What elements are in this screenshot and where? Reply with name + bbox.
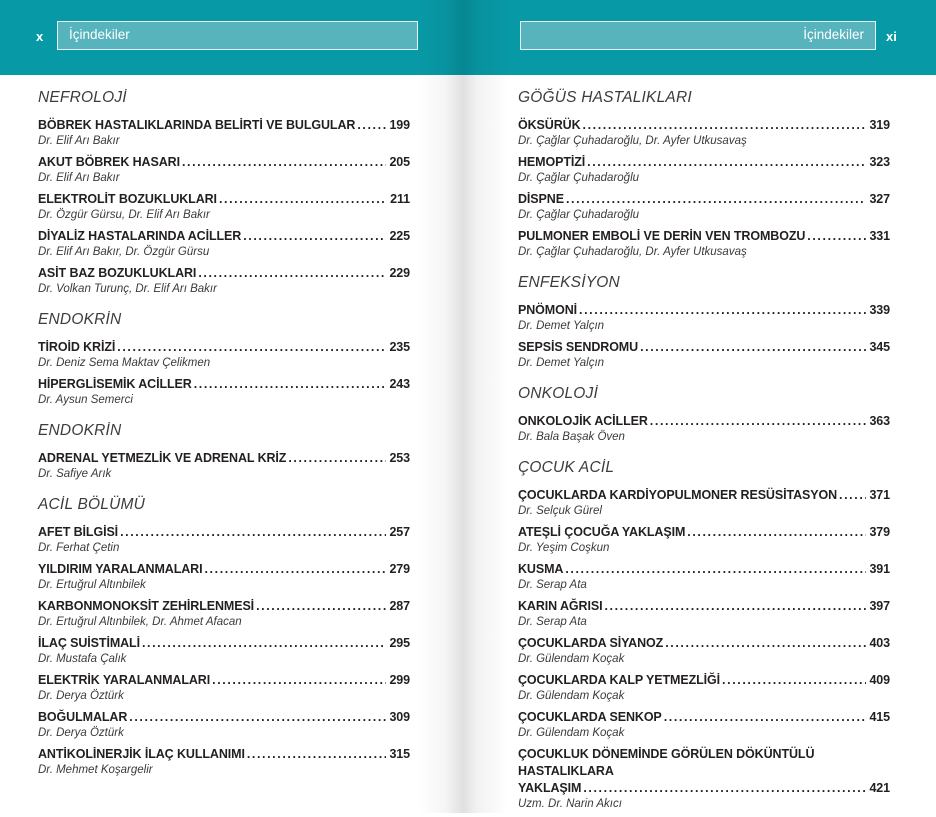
page-ref: 371 — [869, 488, 890, 502]
toc-entry — [38, 117, 410, 149]
dot-leader — [665, 635, 866, 652]
chapter-title: YAKLAŞIM — [518, 781, 582, 795]
toc-section — [518, 88, 890, 260]
dot-leader — [604, 598, 866, 615]
dot-leader — [565, 561, 866, 578]
entry-row — [518, 561, 890, 578]
section-heading: GÖĞÜS HASTALIKLARI — [518, 89, 692, 106]
page-ref: 397 — [869, 599, 890, 613]
chapter-title: İLAÇ SUİSTİMALİ — [38, 636, 140, 650]
toc-entry — [518, 191, 890, 223]
running-header-right-title: İçindekiler — [803, 27, 864, 42]
toc-section — [518, 384, 890, 445]
page-ref: 323 — [869, 155, 890, 169]
toc-section — [38, 88, 410, 297]
dot-leader — [129, 709, 386, 726]
section-heading: ENDOKRİN — [38, 311, 122, 328]
dot-leader — [579, 302, 866, 319]
chapter-authors: Dr. Çağlar Çuhadaroğlu, Dr. Ayfer Utkusavaş — [518, 246, 747, 258]
dot-leader — [243, 228, 386, 245]
toc-section — [518, 458, 890, 812]
page-ref: 225 — [389, 229, 410, 243]
chapter-title: DİSPNE — [518, 192, 564, 206]
chapter-title: HEMOPTİZİ — [518, 155, 586, 169]
toc-entry — [38, 376, 410, 408]
entry-row — [38, 191, 410, 208]
dot-leader — [664, 709, 867, 726]
chapter-title: HİPERGLİSEMİK ACİLLER — [38, 377, 192, 391]
dot-leader — [204, 561, 386, 578]
entry-row — [38, 450, 410, 467]
chapter-authors: Dr. Mustafa Çalık — [38, 653, 127, 665]
page-ref: 279 — [389, 562, 410, 576]
chapter-authors: Dr. Elif Arı Bakır — [38, 135, 120, 147]
chapter-authors: Dr. Demet Yalçın — [518, 320, 605, 332]
page-ref: 327 — [869, 192, 890, 206]
section-heading: NEFROLOJİ — [38, 89, 127, 106]
dot-leader — [198, 265, 386, 282]
toc-entry — [518, 709, 890, 741]
chapter-title: ÖKSÜRÜK — [518, 118, 581, 132]
chapter-authors: Dr. Çağlar Çuhadaroğlu, Dr. Ayfer Utkusavaş — [518, 135, 747, 147]
chapter-authors: Dr. Volkan Turunç, Dr. Elif Arı Bakır — [38, 283, 217, 295]
chapter-title: ÇOCUKLARDA KARDİYOPULMONER RESÜSİTASYON — [518, 488, 838, 502]
page-ref: 257 — [389, 525, 410, 539]
page-ref: 391 — [869, 562, 890, 576]
entry-row — [518, 339, 890, 356]
toc-entry — [38, 598, 410, 630]
chapter-authors: Dr. Gülendam Koçak — [518, 653, 625, 665]
page-ref: 211 — [390, 192, 410, 206]
toc-entry — [518, 561, 890, 593]
page-ref: 409 — [869, 673, 890, 687]
chapter-authors: Dr. Çağlar Çuhadaroğlu — [518, 172, 640, 184]
chapter-authors: Dr. Deniz Sema Maktav Çelikmen — [38, 357, 211, 369]
folio-left: x — [36, 29, 44, 44]
entry-row — [518, 524, 890, 541]
page-ref: 315 — [389, 747, 410, 761]
dot-leader — [807, 228, 866, 245]
page-ref: 295 — [389, 636, 410, 650]
chapter-title: ATEŞLİ ÇOCUĞA YAKLAŞIM — [518, 525, 686, 539]
dot-leader — [650, 413, 867, 430]
section-heading: ÇOCUK ACİL — [518, 459, 615, 476]
toc-entry — [518, 487, 890, 519]
toc-entry — [518, 635, 890, 667]
chapter-authors: Dr. Serap Ata — [518, 579, 587, 591]
entry-row — [518, 598, 890, 615]
section-heading: ENFEKSİYON — [518, 274, 620, 291]
dot-leader — [839, 487, 866, 504]
toc-entry — [38, 709, 410, 741]
toc-left-page — [38, 88, 410, 783]
toc-entry — [38, 339, 410, 371]
chapter-authors: Dr. Derya Öztürk — [38, 690, 124, 702]
page-ref: 199 — [389, 118, 410, 132]
running-header-right — [520, 21, 876, 50]
dot-leader — [357, 117, 386, 134]
chapter-title-line: ÇOCUKLUK DÖNEMİNDE GÖRÜLEN DÖKÜNTÜLÜ HASTALIKLARA — [518, 747, 815, 778]
toc-entry — [38, 154, 410, 186]
entry-row — [518, 780, 890, 797]
dot-leader — [587, 154, 866, 171]
dot-leader — [120, 524, 386, 541]
chapter-title: PNÖMONİ — [518, 303, 578, 317]
toc-entry — [518, 154, 890, 186]
entry-row — [38, 746, 410, 763]
chapter-title: ELEKTRİK YARALANMALARI — [38, 673, 211, 687]
toc-entry — [38, 228, 410, 260]
toc-entry — [518, 413, 890, 445]
page-ref: 253 — [389, 451, 410, 465]
toc-entry — [518, 598, 890, 630]
entry-row — [38, 339, 410, 356]
book-spine-gutter — [418, 0, 508, 813]
toc-entry — [38, 524, 410, 556]
chapter-authors: Dr. Ertuğrul Altınbilek, Dr. Ahmet Afacan — [38, 616, 242, 628]
chapter-title: PULMONER EMBOLİ VE DERİN VEN TROMBOZU — [518, 229, 806, 243]
page-ref: 415 — [869, 710, 890, 724]
entry-row — [518, 672, 890, 689]
toc-entry — [38, 561, 410, 593]
chapter-title: KARIN AĞRISI — [518, 599, 603, 613]
folio-right: xi — [886, 29, 897, 44]
toc-entry — [518, 302, 890, 334]
chapter-authors: Dr. Elif Arı Bakır, Dr. Özgür Gürsu — [38, 246, 210, 258]
entry-row — [38, 709, 410, 726]
chapter-authors: Uzm. Dr. Narin Akıcı — [518, 798, 622, 810]
toc-entry — [38, 191, 410, 223]
toc-entry — [518, 228, 890, 260]
dot-leader — [583, 780, 866, 797]
toc-entry — [518, 117, 890, 149]
toc-entry — [518, 672, 890, 704]
entry-row — [518, 154, 890, 171]
dot-leader — [566, 191, 866, 208]
chapter-title: ÇOCUKLARDA KALP YETMEZLİĞİ — [518, 673, 721, 687]
chapter-authors: Dr. Özgür Gürsu, Dr. Elif Arı Bakır — [38, 209, 210, 221]
entry-row — [38, 672, 410, 689]
chapter-title: AFET BİLGİSİ — [38, 525, 119, 539]
section-heading: ONKOLOJİ — [518, 385, 598, 402]
running-header-left-title: İçindekiler — [69, 27, 130, 42]
chapter-title: SEPSİS SENDROMU — [518, 340, 639, 354]
dot-leader — [117, 339, 386, 356]
toc-entry — [38, 265, 410, 297]
chapter-authors: Dr. Aysun Semerci — [38, 394, 133, 406]
chapter-authors: Dr. Mehmet Koşargelir — [38, 764, 153, 776]
chapter-authors: Dr. Derya Öztürk — [38, 727, 124, 739]
running-header-left — [57, 21, 418, 50]
chapter-authors: Dr. Gülendam Koçak — [518, 727, 625, 739]
chapter-title: ANTİKOLİNERJİK İLAÇ KULLANIMI — [38, 747, 245, 761]
chapter-title: BOĞULMALAR — [38, 710, 128, 724]
chapter-title: ÇOCUKLARDA SİYANOZ — [518, 636, 664, 650]
entry-row — [38, 598, 410, 615]
entry-row — [518, 191, 890, 208]
entry-row — [38, 561, 410, 578]
toc-section — [518, 273, 890, 371]
toc-entry — [38, 450, 410, 482]
section-heading: ACİL BÖLÜMÜ — [38, 496, 145, 513]
chapter-authors: Dr. Yeşim Coşkun — [518, 542, 610, 554]
chapter-title: KARBONMONOKSİT ZEHİRLENMESİ — [38, 599, 255, 613]
page-ref: 229 — [389, 266, 410, 280]
dot-leader — [142, 635, 386, 652]
chapter-authors: Dr. Bala Başak Öven — [518, 431, 625, 443]
chapter-authors: Dr. Serap Ata — [518, 616, 587, 628]
toc-entry — [518, 746, 890, 812]
dot-leader — [687, 524, 866, 541]
toc-section — [38, 421, 410, 482]
entry-row — [518, 487, 890, 504]
toc-section — [38, 310, 410, 408]
chapter-title: ÇOCUKLARDA SENKOP — [518, 710, 662, 724]
chapter-authors: Dr. Demet Yalçın — [518, 357, 605, 369]
toc-entry — [38, 746, 410, 778]
chapter-title: TİROİD KRİZİ — [38, 340, 116, 354]
page-ref: 345 — [869, 340, 890, 354]
page-ref: 235 — [389, 340, 410, 354]
chapter-authors: Dr. Safiye Arık — [38, 468, 112, 480]
entry-row — [518, 709, 890, 726]
dot-leader — [194, 376, 387, 393]
toc-entry — [518, 339, 890, 371]
page-ref: 299 — [389, 673, 410, 687]
chapter-title: BÖBREK HASTALIKLARINDA BELİRTİ VE BULGULAR — [38, 118, 356, 132]
entry-row — [38, 265, 410, 282]
entry-row — [38, 635, 410, 652]
dot-leader — [247, 746, 387, 763]
toc-entry — [38, 672, 410, 704]
page-ref: 287 — [389, 599, 410, 613]
entry-row — [38, 154, 410, 171]
toc-entry — [518, 524, 890, 556]
chapter-authors: Dr. Ertuğrul Altınbilek — [38, 579, 146, 591]
entry-row — [38, 117, 410, 134]
chapter-title: YILDIRIM YARALANMALARI — [38, 562, 203, 576]
entry-row — [38, 376, 410, 393]
chapter-authors: Dr. Gülendam Koçak — [518, 690, 625, 702]
page-ref: 205 — [389, 155, 410, 169]
chapter-title: ADRENAL YETMEZLİK VE ADRENAL KRİZ — [38, 451, 287, 465]
entry-row — [518, 228, 890, 245]
toc-section — [38, 495, 410, 778]
entry-row — [38, 524, 410, 541]
chapter-authors: Dr. Selçuk Gürel — [518, 505, 602, 517]
entry-row — [38, 228, 410, 245]
page-ref: 331 — [869, 229, 890, 243]
dot-leader — [219, 191, 387, 208]
dot-leader — [288, 450, 386, 467]
chapter-title: KUSMA — [518, 562, 564, 576]
dot-leader — [722, 672, 866, 689]
chapter-title: AKUT BÖBREK HASARI — [38, 155, 180, 169]
page-ref: 339 — [869, 303, 890, 317]
chapter-title: ASİT BAZ BOZUKLUKLARI — [38, 266, 197, 280]
page-ref: 421 — [869, 781, 890, 795]
page-ref: 309 — [389, 710, 410, 724]
page-ref: 319 — [869, 118, 890, 132]
chapter-authors: Dr. Ferhat Çetin — [38, 542, 120, 554]
chapter-authors: Dr. Elif Arı Bakır — [38, 172, 120, 184]
dot-leader — [256, 598, 386, 615]
page-ref: 403 — [869, 636, 890, 650]
chapter-title: ELEKTROLİT BOZUKLUKLARI — [38, 192, 217, 206]
page-ref: 363 — [869, 414, 890, 428]
dot-leader — [583, 117, 867, 134]
dot-leader — [212, 672, 386, 689]
page-ref: 243 — [389, 377, 410, 391]
entry-row — [518, 413, 890, 430]
page-ref: 379 — [869, 525, 890, 539]
dot-leader — [640, 339, 866, 356]
running-header-band — [0, 0, 936, 75]
entry-row — [518, 635, 890, 652]
entry-row — [518, 117, 890, 134]
chapter-authors: Dr. Çağlar Çuhadaroğlu — [518, 209, 640, 221]
section-heading: ENDOKRİN — [38, 422, 122, 439]
toc-right-page — [518, 88, 890, 817]
dot-leader — [182, 154, 386, 171]
chapter-title: DİYALİZ HASTALARINDA ACİLLER — [38, 229, 242, 243]
entry-row — [518, 302, 890, 319]
toc-entry — [38, 635, 410, 667]
chapter-title: ONKOLOJİK ACİLLER — [518, 414, 648, 428]
